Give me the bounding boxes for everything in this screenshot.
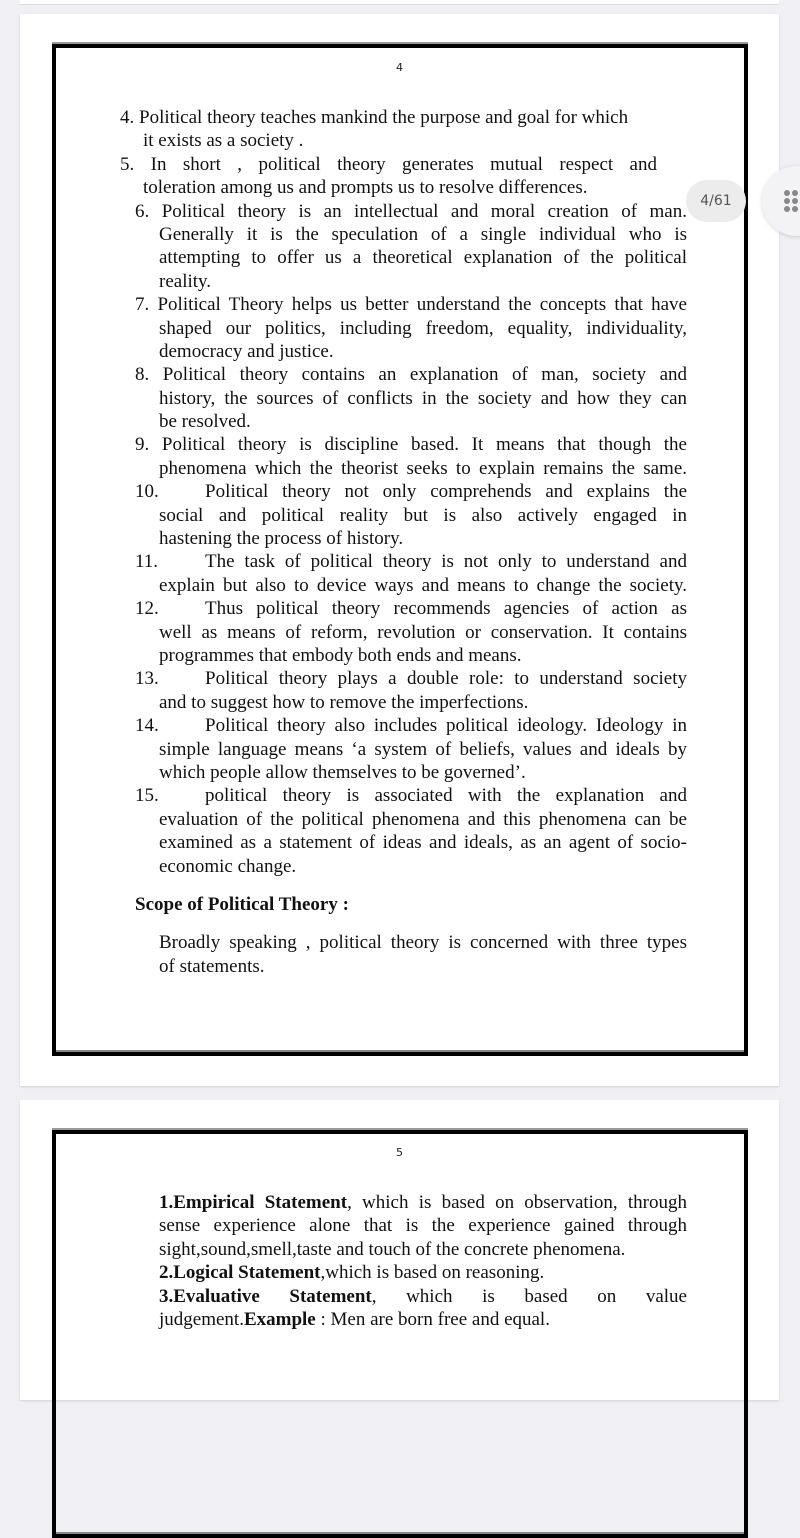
text-line: [159, 340, 687, 363]
page-text: [20, 1191, 779, 1331]
pdf-page-4: [20, 14, 779, 1086]
text-line: [159, 574, 687, 597]
line-text: [159, 1261, 687, 1284]
page-text: [20, 106, 779, 978]
text-line: [159, 955, 687, 978]
text-run: programmes that embody both ends and means.: [159, 644, 522, 666]
line-text: [205, 784, 687, 807]
item-number: 14.: [135, 715, 159, 737]
text-run: history, the sources of conflicts in the society and how they can: [159, 387, 687, 409]
text-run: social and political reality but is also actively engaged in: [159, 504, 687, 526]
bold-text: Example: [243, 1308, 316, 1330]
text-run: shaped our politics, including freedom, equality, individuality,: [159, 317, 687, 339]
line-text: [205, 597, 687, 620]
text-run: hastening the process of history.: [159, 528, 404, 550]
line-text: [159, 457, 687, 480]
text-run: Political theory also includes political ideology. Ideology in: [205, 715, 687, 737]
text-line: [159, 1214, 687, 1237]
line-text: [159, 410, 687, 433]
line-text: [159, 574, 687, 597]
item-number: 13.: [135, 668, 159, 690]
text-run: 7. Political Theory helps us better understand the concepts that have: [135, 294, 687, 316]
text-block: [20, 293, 779, 363]
bold-text: 1.Empirical Statement: [159, 1192, 348, 1213]
text-run: and to suggest how to remove the imperfections.: [159, 691, 529, 713]
text-run: 5. In short , political theory generates mutual respect and: [120, 153, 657, 175]
bold-text: 3.Evaluative Statement: [159, 1285, 372, 1307]
text-block: [20, 200, 779, 294]
text-run: explain but also to device ways and means to change the society.: [159, 574, 687, 596]
item-number: 12.: [135, 598, 159, 620]
line-text: [159, 1214, 687, 1237]
line-text: [159, 855, 687, 878]
text-run: economic change.: [159, 855, 297, 877]
text-line: [159, 246, 687, 269]
line-text: [159, 340, 687, 363]
text-block: [20, 667, 779, 714]
text-line: [159, 1238, 687, 1261]
text-line: [159, 1285, 687, 1308]
text-run: Political theory not only comprehends and explains the: [205, 481, 687, 503]
previous-page-edge: [20, 0, 779, 5]
line-text: [135, 363, 687, 386]
text-line: [159, 223, 687, 246]
text-run: 6. Political theory is an intellectual and moral creation of man.: [135, 200, 687, 222]
text-line: [159, 504, 687, 527]
text-line: [159, 644, 687, 667]
text-line: [135, 200, 687, 223]
line-text: [159, 1238, 687, 1261]
line-text: [159, 808, 687, 831]
text-run: , which is based on observation, through: [347, 1192, 688, 1213]
text-line: [159, 808, 687, 831]
text-line: [159, 270, 687, 293]
text-run: political theory is associated with the explanation and: [205, 785, 687, 807]
item-number: 15.: [135, 785, 159, 807]
line-text: [205, 480, 687, 503]
text-line: [143, 129, 657, 152]
text-block: [20, 931, 779, 978]
line-text: [205, 550, 687, 573]
text-run: examined as a statement of ideas and ideals, as an agent of socio-: [159, 832, 687, 854]
text-line: [159, 527, 687, 550]
text-line: [135, 893, 687, 916]
bold-text: 2.Logical Statement: [159, 1262, 321, 1284]
text-run: Political theory plays a double role: to understand society: [205, 668, 687, 690]
text-run: Broadly speaking , political theory is concerned with three types: [159, 932, 687, 954]
line-text: [159, 504, 687, 527]
text-run: judgement.: [159, 1308, 244, 1330]
section-heading: [20, 893, 779, 916]
text-run: phenomena which the theorist seeks to explain remains the same.: [159, 457, 687, 479]
text-block: [20, 1191, 779, 1331]
text-line: [120, 106, 657, 129]
text-line: [159, 457, 687, 480]
page-indicator[interactable]: 4/61: [686, 180, 746, 222]
text-run: The task of political theory is not only to understand and: [205, 551, 687, 573]
text-run: : Men are born free and equal.: [315, 1308, 550, 1330]
text-line: [159, 621, 687, 644]
text-run: democracy and justice.: [159, 340, 334, 362]
text-run: well as means of reform, revolution or conservation. It contains: [159, 621, 687, 643]
line-text: [159, 1285, 687, 1308]
text-run: of statements.: [159, 955, 265, 977]
text-block: [20, 714, 779, 784]
line-text: [159, 621, 687, 644]
text-line: [159, 831, 687, 854]
text-line: [135, 480, 687, 503]
text-block: [20, 433, 779, 480]
line-text: [159, 955, 687, 978]
line-text: [159, 691, 687, 714]
text-run: 9. Political theory is discipline based. It means that though the: [135, 434, 687, 456]
text-run: toleration among us and prompts us to resolve differences.: [143, 177, 588, 199]
text-line: [135, 550, 687, 573]
line-text: [205, 714, 687, 737]
pdf-page-5: [20, 1100, 779, 1400]
line-text: [120, 106, 657, 129]
text-line: [135, 597, 687, 620]
bold-text: Scope of Political Theory :: [135, 893, 349, 915]
text-line: [159, 761, 687, 784]
line-text: [143, 129, 657, 152]
text-line: [159, 1308, 687, 1331]
line-text: [159, 931, 687, 954]
line-text: [159, 1308, 687, 1331]
text-run: reality.: [159, 270, 212, 292]
text-line: [135, 714, 687, 737]
text-line: [135, 293, 687, 316]
text-block: [20, 363, 779, 433]
text-block: [20, 784, 779, 878]
text-line: [159, 1191, 687, 1214]
text-line: [159, 317, 687, 340]
text-run: Generally it is the speculation of a single individual who is: [159, 223, 687, 245]
line-text: [159, 644, 687, 667]
page-number: 4: [396, 61, 403, 74]
text-run: attempting to offer us a theoretical explanation of the political: [159, 247, 687, 269]
line-text: [159, 387, 687, 410]
line-text: [159, 738, 687, 761]
text-run: sight,sound,smell,taste and touch of the concrete phenomena.: [159, 1238, 626, 1260]
item-number: 11.: [135, 551, 159, 573]
page-number: 5: [396, 1146, 403, 1159]
text-block: [20, 153, 779, 200]
text-line: [143, 176, 657, 199]
text-run: evaluation of the political phenomena and this phenomena can be: [159, 808, 687, 830]
text-line: [159, 738, 687, 761]
line-text: [135, 200, 687, 223]
line-text: [159, 761, 687, 784]
text-block: [20, 480, 779, 550]
line-text: [159, 270, 687, 293]
line-text: [135, 293, 687, 316]
text-line: [159, 855, 687, 878]
text-run: it exists as a society .: [143, 130, 304, 152]
text-line: [135, 363, 687, 386]
line-text: [159, 317, 687, 340]
text-block: [20, 550, 779, 597]
line-text: [135, 433, 687, 456]
line-text: [135, 893, 687, 916]
text-line: [159, 1261, 687, 1284]
line-text: [143, 176, 657, 199]
item-number: 10.: [135, 481, 159, 503]
grid-dots-icon: [784, 190, 800, 212]
line-text: [159, 527, 687, 550]
line-text: [159, 223, 687, 246]
text-run: simple language means ‘a system of beliefs, values and ideals by: [159, 738, 687, 760]
text-line: [135, 784, 687, 807]
text-block: [20, 106, 779, 153]
text-line: [159, 410, 687, 433]
text-line: [135, 433, 687, 456]
text-run: 8. Political theory contains an explanation of man, society and: [135, 364, 687, 386]
text-line: [135, 667, 687, 690]
text-block: [20, 597, 779, 667]
text-line: [159, 691, 687, 714]
text-run: be resolved.: [159, 411, 251, 433]
text-line: [120, 153, 657, 176]
text-run: ,which is based on reasoning.: [320, 1262, 545, 1284]
text-run: , which is based on value: [371, 1285, 687, 1307]
text-run: sense experience alone that is the experience gained through: [159, 1215, 687, 1237]
text-line: [159, 931, 687, 954]
text-line: [159, 387, 687, 410]
line-text: [159, 246, 687, 269]
line-text: [159, 831, 687, 854]
text-run: which people allow themselves to be governed’.: [159, 761, 526, 783]
text-run: 4. Political theory teaches mankind the purpose and goal for which: [120, 107, 629, 128]
text-run: Thus political theory recommends agencies of action as: [205, 598, 687, 620]
line-text: [159, 1191, 687, 1214]
line-text: [205, 667, 687, 690]
line-text: [120, 153, 657, 176]
